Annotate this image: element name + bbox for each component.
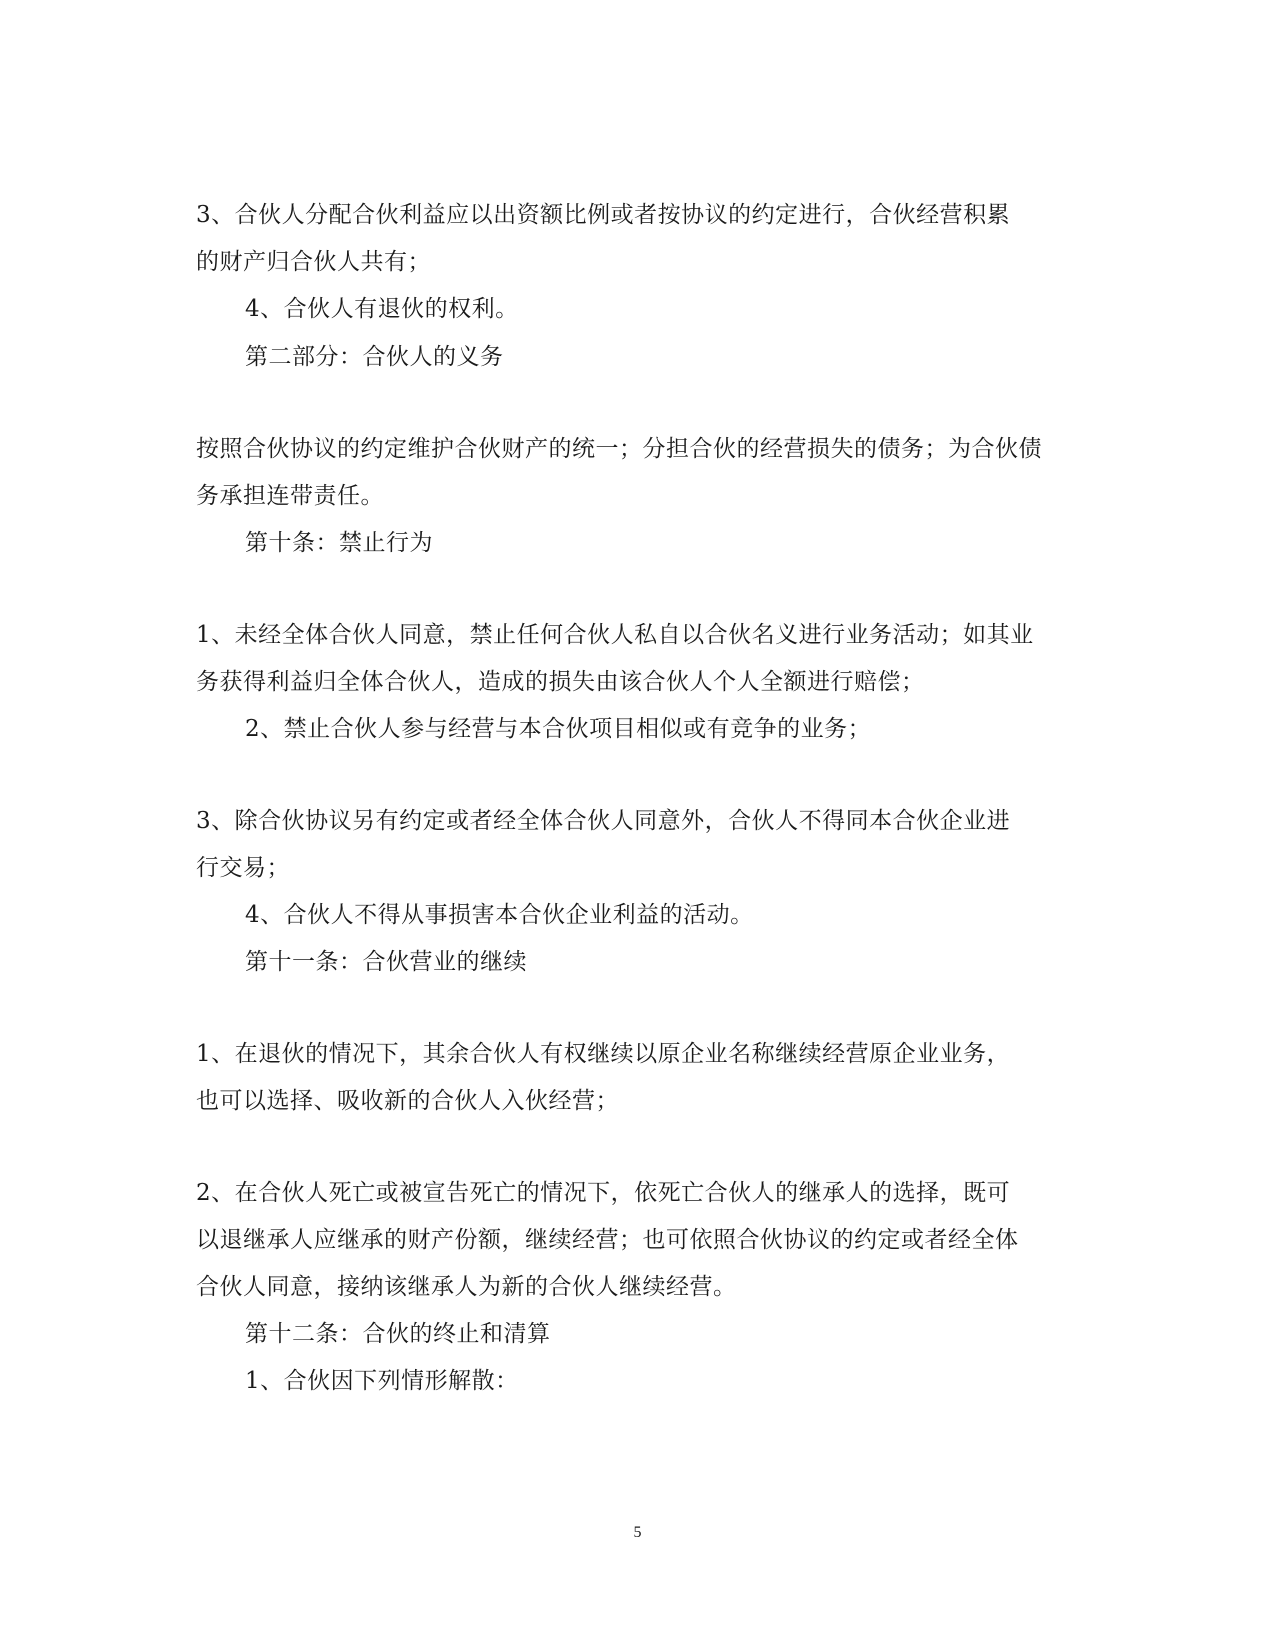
text-line: 4、合伙人不得从事损害本合伙企业利益的活动。: [245, 902, 754, 928]
text-line: 3、合伙人分配合伙利益应以出资额比例或者按协议的约定进行，合伙经营积累: [196, 202, 1011, 228]
text-line: 1、合伙因下列情形解散：: [245, 1368, 519, 1394]
text-line: 3、除合伙协议另有约定或者经全体合伙人同意外，合伙人不得同本合伙企业进: [196, 808, 1011, 834]
section-heading: 第二部分：合伙人的义务: [245, 344, 504, 370]
text-line: 4、合伙人有退伙的权利。: [245, 296, 519, 322]
text-line: 2、禁止合伙人参与经营与本合伙项目相似或有竞争的业务；: [245, 716, 872, 742]
text-line: 1、在退伙的情况下，其余合伙人有权继续以原企业名称继续经营原企业业务，: [196, 1041, 1011, 1067]
text-line: 合伙人同意，接纳该继承人为新的合伙人继续经营。: [196, 1274, 737, 1300]
text-line: 务获得利益归全体合伙人，造成的损失由该合伙人个人全额进行赔偿；: [196, 669, 925, 695]
section-heading: 第十条：禁止行为: [245, 530, 433, 556]
text-line: 以退继承人应继承的财产份额，继续经营；也可依照合伙协议的约定或者经全体: [196, 1227, 1019, 1253]
text-line: 2、在合伙人死亡或被宣告死亡的情况下，依死亡合伙人的继承人的选择，既可: [196, 1180, 1011, 1206]
page-number: 5: [633, 1524, 642, 1541]
text-line: 务承担连带责任。: [196, 483, 384, 509]
text-line: 的财产归合伙人共有；: [196, 249, 431, 275]
section-heading: 第十一条：合伙营业的继续: [245, 949, 527, 975]
text-line: 1、未经全体合伙人同意，禁止任何合伙人私自以合伙名义进行业务活动；如其业: [196, 622, 1034, 648]
text-line: 也可以选择、吸收新的合伙人入伙经营；: [196, 1088, 619, 1114]
text-line: 行交易；: [196, 855, 290, 881]
section-heading: 第十二条：合伙的终止和清算: [245, 1321, 551, 1347]
text-line: 按照合伙协议的约定维护合伙财产的统一；分担合伙的经营损失的债务；为合伙债: [196, 436, 1042, 462]
